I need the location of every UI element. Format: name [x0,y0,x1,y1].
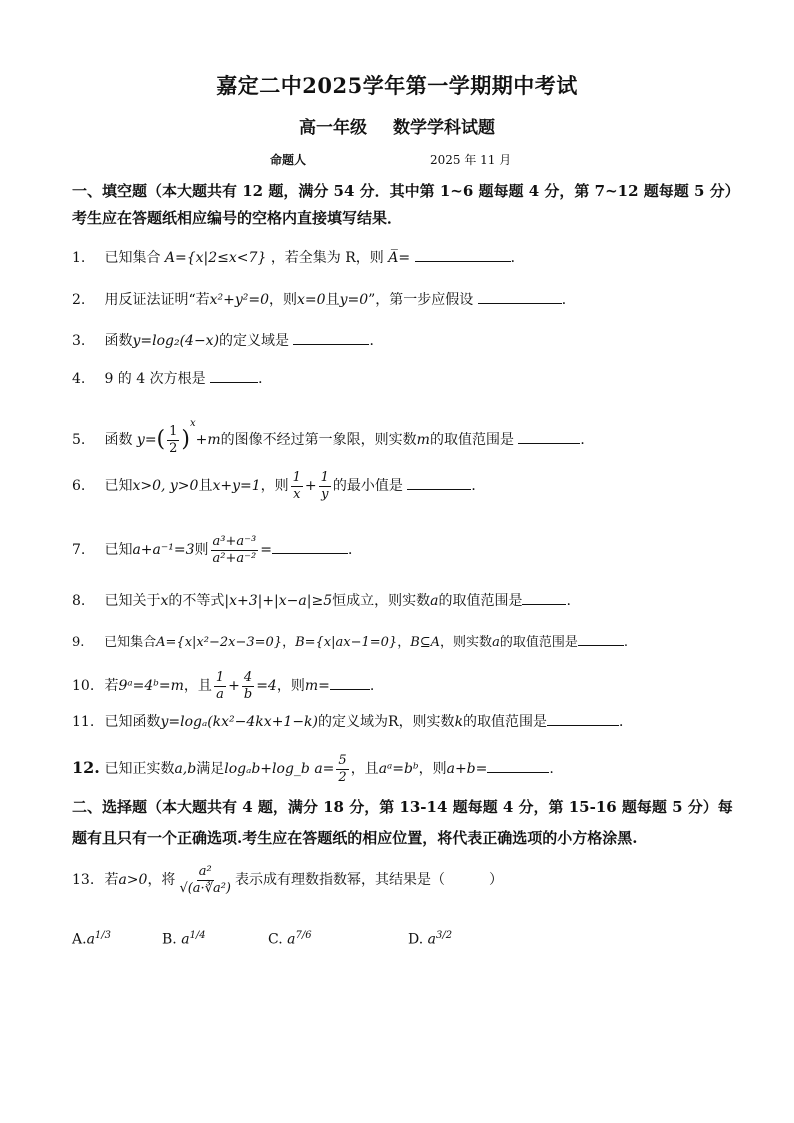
question-text: ，且 [350,761,379,777]
question-text: 已知函数 [104,714,161,730]
math-expression: +m [195,432,221,448]
question-text: 若 [104,872,119,888]
period: . [566,593,571,609]
section-1-heading [72,178,752,232]
question-text: ，若全集为 R，则 [270,250,384,266]
equals-sign: = [260,542,272,558]
question-11 [72,711,752,733]
option-exponent: 1/4 [189,930,206,941]
fraction [167,424,179,457]
period: ． [561,292,576,308]
option-exponent: 3/2 [436,930,453,941]
option-a[interactable] [72,930,111,948]
denominator: 2 [169,440,178,456]
answer-blank[interactable] [293,330,369,345]
question-9 [72,631,752,654]
fraction [211,534,259,567]
numerator: a² [198,863,212,879]
math-expression: a+b= [446,761,488,777]
question-number: 9. [72,635,85,650]
question-number: 12. [72,758,100,777]
math-expression: logₐb+log_b a= [224,761,335,777]
math-expression: m= [304,678,330,694]
answer-blank[interactable] [415,247,511,262]
period: ． [580,432,595,448]
math-expression: A={x|x²−2x−3=0} [156,635,283,650]
option-exponent: 1/3 [94,930,112,941]
option-base: a [427,931,436,948]
question-text: 的最小值是 [332,478,403,494]
question-text: ，则 [418,761,447,777]
question-text: 用反证法证明“若 [104,292,210,308]
fraction [242,670,254,703]
section-2-heading [72,792,752,854]
answer-blank[interactable] [487,758,549,773]
math-expression: x=0 [297,292,326,308]
question-4 [72,368,752,390]
denominator: 2 [338,769,347,785]
math-expression: x²+y²=0 [209,292,270,308]
numerator: 4 [243,669,253,685]
exam-date: 2025 年 11 月 [430,153,512,167]
math-variable: a,b [174,761,197,777]
answer-blank[interactable] [578,631,624,646]
question-text: 若 [104,678,119,694]
question-text: 则 [194,542,209,558]
question-text: ，将 [147,872,176,888]
question-text: ，则 [260,478,289,494]
option-b[interactable] [162,930,206,948]
math-expression: aᵃ=bᵇ [378,761,419,777]
question-6 [72,466,752,506]
math-expression: |x+3|+|x−a|≥5 [224,593,333,609]
fraction [336,753,348,786]
answer-blank[interactable] [330,675,370,690]
answer-blank[interactable] [522,590,566,605]
question-number: 4. [72,371,86,387]
period: ． [471,478,486,494]
period: ． [619,714,634,730]
period: . [623,635,628,650]
math-set: R [388,714,399,730]
fraction [177,864,233,897]
numerator: 1 [215,669,225,685]
option-base: a [86,931,95,948]
option-base: a [181,931,190,948]
denominator: √(a·∛a²) [179,880,231,896]
option-label: D. [408,931,424,948]
question-text: 的定义域为 [318,714,389,730]
math-variable: m [416,432,430,448]
period: . [369,678,375,694]
option-exponent: 7/6 [295,930,312,941]
question-text: 的取值范围是 [463,714,548,730]
question-text: 的取值范围是 [438,593,523,609]
period: ． [510,250,525,266]
question-text: ，则实数 [398,714,455,730]
option-label: B. [162,931,177,948]
question-number: 8. [72,593,86,609]
denominator: x [293,486,301,502]
answer-blank[interactable] [272,539,348,554]
section-2-line-1: 二、选择题（本大题共有 4 题，满分 18 分，第 13-14 题每题 4 分，第 15-16 题每题 5 分）每 [72,798,733,816]
exam-title: 嘉定二中2025学年第一学期期中考试 [216,73,578,98]
question-text: ，则 [276,678,305,694]
answer-blank[interactable] [407,475,471,490]
subject-label: 数学学科试题 [392,118,495,138]
question-8 [72,590,752,612]
question-text: 表示成有理数指数幂，其结果是（ [235,872,445,888]
question-10 [72,666,752,706]
question-text: ，则 [269,292,298,308]
section-2-line-2: 题有且只有一个正确选项.考生应在答题纸的相应位置，将代表正确选项的小方格涂黑. [72,829,638,847]
math-expression: A̅ [388,250,399,266]
equals-sign: = [398,250,411,266]
numerator: 1 [169,423,178,439]
question-text: 9 的 4 次方根是 [104,371,206,387]
math-expression: y= [136,432,157,448]
math-expression: x+y=1 [212,478,261,494]
question-text: 函数 [104,333,133,349]
math-expression: B⊆A [410,635,441,650]
question-13 [72,858,752,902]
question-number: 10. [72,678,95,694]
math-expression: a>0 [118,872,148,888]
period: . [549,761,554,777]
math-expression: =4 [256,678,277,694]
question-text: 满足 [196,761,225,777]
question-text: ） [489,872,503,888]
question-text: ”，第一步应假设 [368,292,474,308]
answer-blank[interactable] [518,429,580,444]
math-expression: A={x|2≤x<7} [164,250,267,266]
question-5 [72,404,752,460]
option-d[interactable] [408,930,452,948]
question-text: 已知 [104,478,133,494]
math-variable: a [430,593,439,609]
math-expression: 9ᵃ=4ᵇ=m [118,678,184,694]
denominator: b [243,686,253,702]
question-2 [72,289,752,311]
exam-subtitle [0,113,794,138]
question-text: 的取值范围是 [499,635,578,650]
author-label: 命题人 [270,153,307,167]
question-number: 2. [72,292,86,308]
question-number: 3. [72,333,86,349]
exponent: x [190,418,196,429]
math-variable: a [492,635,500,650]
period: ． [258,371,273,387]
math-expression: y=log₂(4−x) [132,333,220,349]
option-base: a [287,931,296,948]
math-variable: k [454,714,464,730]
question-text: 已知关于 [104,593,161,609]
right-paren: ) [181,427,191,452]
section-1-line-2: 考生应在答题纸相应编号的空格内直接填写结果． [72,209,403,227]
plus-sign: + [228,678,240,694]
fraction [291,470,303,503]
math-expression: y=0 [339,292,369,308]
question-number: 13. [72,872,95,888]
question-13-options [72,930,752,956]
left-paren: ( [156,427,166,452]
option-label: A. [72,931,87,948]
question-text: ，且 [183,678,212,694]
question-text: 的定义域是 [219,333,290,349]
separator: ， [397,635,411,650]
question-text: 已知集合 [104,250,161,266]
question-text: 已知集合 [104,635,157,650]
question-text: 已知 [104,542,133,558]
question-text: 已知正实数 [104,761,175,777]
period: ． [347,542,362,558]
question-text: 且 [198,478,213,494]
question-number: 11. [72,714,95,730]
numerator: 5 [338,752,347,768]
question-text: 的不等式 [168,593,225,609]
math-expression: B={x|ax−1=0} [295,635,398,650]
math-expression: x>0, y>0 [132,478,199,494]
question-number: 6. [72,478,86,494]
answer-blank[interactable] [478,289,562,304]
question-number: 7. [72,542,86,558]
question-text: 函数 [104,432,133,448]
question-text: 的图像不经过第一象限，则实数 [220,432,417,448]
numerator: a³+a⁻³ [212,533,257,549]
plus-sign: + [304,478,317,494]
question-text: 恒成立，则实数 [332,593,431,609]
option-c[interactable] [268,930,312,948]
numerator: 1 [292,469,301,485]
question-number: 5. [72,432,86,448]
denominator: a²+a⁻² [212,550,257,566]
math-variable: x [160,593,169,609]
question-number: 1. [72,250,86,266]
period: ． [369,333,384,349]
question-12 [72,748,752,789]
separator: ， [282,635,296,650]
numerator: 1 [320,469,329,485]
denominator: y [321,486,329,502]
grade-label: 高一年级 [299,118,368,138]
fraction [214,670,226,703]
question-3 [72,330,752,352]
question-text: 的取值范围是 [429,432,514,448]
denominator: a [216,686,224,702]
option-label: C. [268,931,283,948]
answer-blank[interactable] [547,711,619,726]
math-expression: a+a⁻¹=3 [132,542,195,558]
question-text: ，则实数 [440,635,493,650]
question-7 [72,530,752,570]
answer-blank[interactable] [210,368,258,383]
fraction [319,470,331,503]
question-1 [72,247,752,269]
math-expression: y=logₐ(kx²−4kx+1−k) [160,714,319,730]
question-text: 且 [325,292,340,308]
section-1-line-1: 一、填空题（本大题共有 12 题，满分 54 分．其中第 1~6 题每题 4 分，第 7~12 题每题 5 分） [72,182,740,200]
